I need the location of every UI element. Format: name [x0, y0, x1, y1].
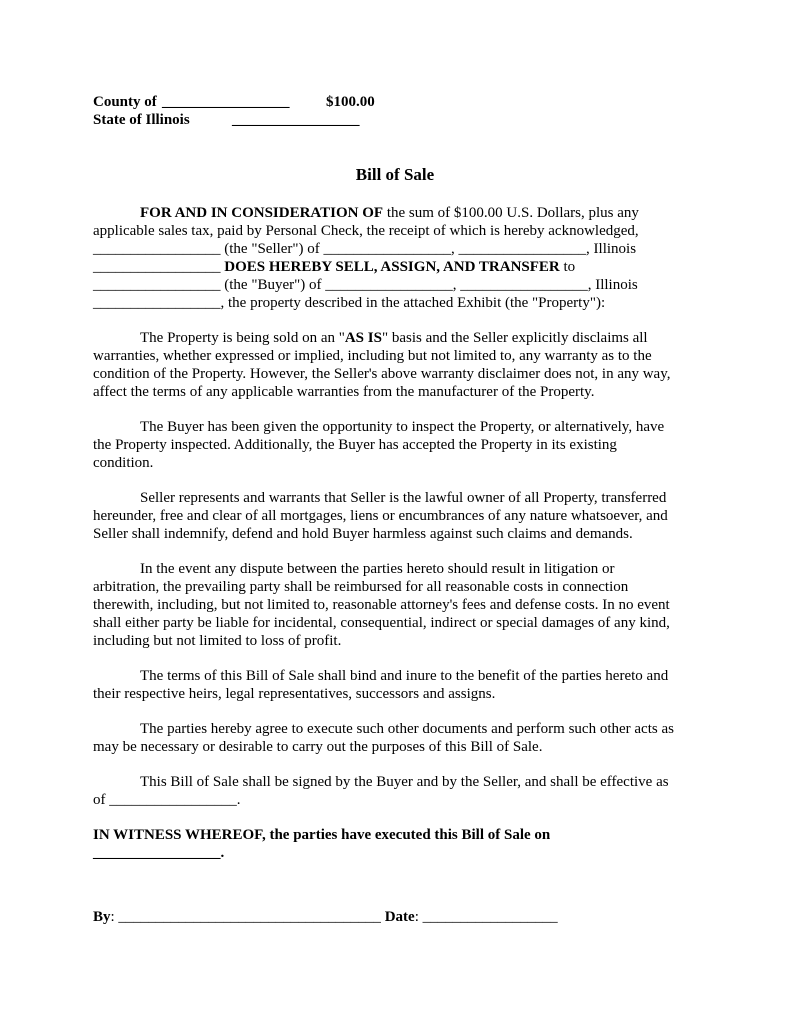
dispute-line-5: including but not limited to loss of profit.: [93, 633, 342, 649]
as-is-line-4: affect the terms of any applicable warranties from the manufacturer of the Property.: [93, 384, 595, 400]
consideration-heading: FOR AND IN CONSIDERATION OF: [140, 205, 384, 221]
witness-line-2: _________________.: [93, 845, 225, 861]
consideration-line-4: to: [559, 259, 576, 275]
paragraph-inspection: [93, 418, 697, 472]
county-line: [93, 93, 697, 111]
date-blank: : __________________: [414, 909, 558, 925]
further-acts-line-1: The parties hereby agree to execute such other documents and perform such other acts as: [140, 721, 674, 737]
effective-line-1: This Bill of Sale shall be signed by the Buyer and by the Seller, and shall be effective as: [140, 774, 669, 790]
as-is-pre: The Property is being sold on an ": [140, 330, 345, 346]
ownership-line-1: Seller represents and warrants that Seller is the lawful owner of all Property, transferred: [140, 490, 667, 506]
inspection-line-1: The Buyer has been given the opportunity to inspect the Property, or alternatively, have: [140, 419, 665, 435]
by-blank: : ___________________________________: [110, 909, 385, 925]
consideration-blank: _________________: [93, 259, 225, 275]
ownership-line-2: hereunder, free and clear of all mortgages, liens or encumbrances of any nature whatsoever, and: [93, 508, 668, 524]
paragraph-further-acts: [93, 720, 697, 756]
inspection-line-3: condition.: [93, 455, 154, 471]
binding-line-1: The terms of this Bill of Sale shall bind and inure to the benefit of the parties hereto and: [140, 668, 669, 684]
paragraph-effective: [93, 773, 697, 809]
witness-line-1: IN WITNESS WHEREOF, the parties have executed this Bill of Sale on: [93, 827, 551, 843]
state-line: [93, 111, 697, 129]
document-body: [93, 204, 697, 926]
county-blank: _________________: [162, 94, 290, 110]
as-is-post: " basis and the Seller explicitly disclaims all: [381, 330, 648, 346]
dispute-line-3: therewith, including, but not limited to, reasonable attorney's fees and defense costs. In no event: [93, 597, 670, 613]
date-label: Date: [384, 909, 415, 925]
paragraph-as-is: [93, 329, 697, 401]
further-acts-line-2: may be necessary or desirable to carry out the purposes of this Bill of Sale.: [93, 739, 543, 755]
county-label: County of: [93, 94, 157, 110]
as-is-line-3: condition of the Property. However, the Seller's above warranty disclaimer does not, in any way,: [93, 366, 671, 382]
effective-line-2: of _________________.: [93, 792, 241, 808]
dispute-line-4: shall either party be liable for incidental, consequential, indirect or special damages of any kind,: [93, 615, 670, 631]
consideration-line-3: _________________ (the "Seller") of _________________, _________________, Illinois: [93, 241, 637, 257]
paragraph-dispute: [93, 560, 697, 650]
inspection-line-2: the Property inspected. Additionally, the Buyer has accepted the Property in its existing: [93, 437, 617, 453]
state-blank: _________________: [232, 112, 360, 128]
document-title: Bill of Sale: [355, 165, 435, 184]
dispute-line-2: arbitration, the prevailing party shall be reimbursed for all reasonable costs in connection: [93, 579, 629, 595]
paragraph-consideration: [93, 204, 697, 312]
document-page: [93, 93, 697, 925]
dispute-line-1: In the event any dispute between the parties hereto should result in litigation or: [140, 561, 615, 577]
witness-clause: [93, 826, 697, 862]
amount: $100.00: [326, 94, 375, 110]
ownership-line-3: Seller shall indemnify, defend and hold Buyer harmless against such claims and demands.: [93, 526, 633, 542]
as-is-term: AS IS: [344, 330, 382, 346]
paragraph-binding: [93, 667, 697, 703]
state-label: State of Illinois: [93, 112, 190, 128]
signature-line: [93, 908, 697, 926]
paragraph-ownership: [93, 489, 697, 543]
by-label: By: [93, 909, 111, 925]
as-is-line-2: warranties, whether expressed or implied, including but not limited to, any warranty as to the: [93, 348, 652, 364]
transfer-clause: DOES HEREBY SELL, ASSIGN, AND TRANSFER: [224, 259, 560, 275]
consideration-line-6: _________________, the property described in the attached Exhibit (the "Property"):: [93, 295, 606, 311]
consideration-line-2: applicable sales tax, paid by Personal Check, the receipt of which is hereby acknowledged,: [93, 223, 639, 239]
binding-line-2: their respective heirs, legal representatives, successors and assigns.: [93, 686, 496, 702]
consideration-line-5: _________________ (the "Buyer") of _________________, _________________, Illinois: [93, 277, 638, 293]
consideration-line-1: the sum of $100.00 U.S. Dollars, plus any: [383, 205, 639, 221]
